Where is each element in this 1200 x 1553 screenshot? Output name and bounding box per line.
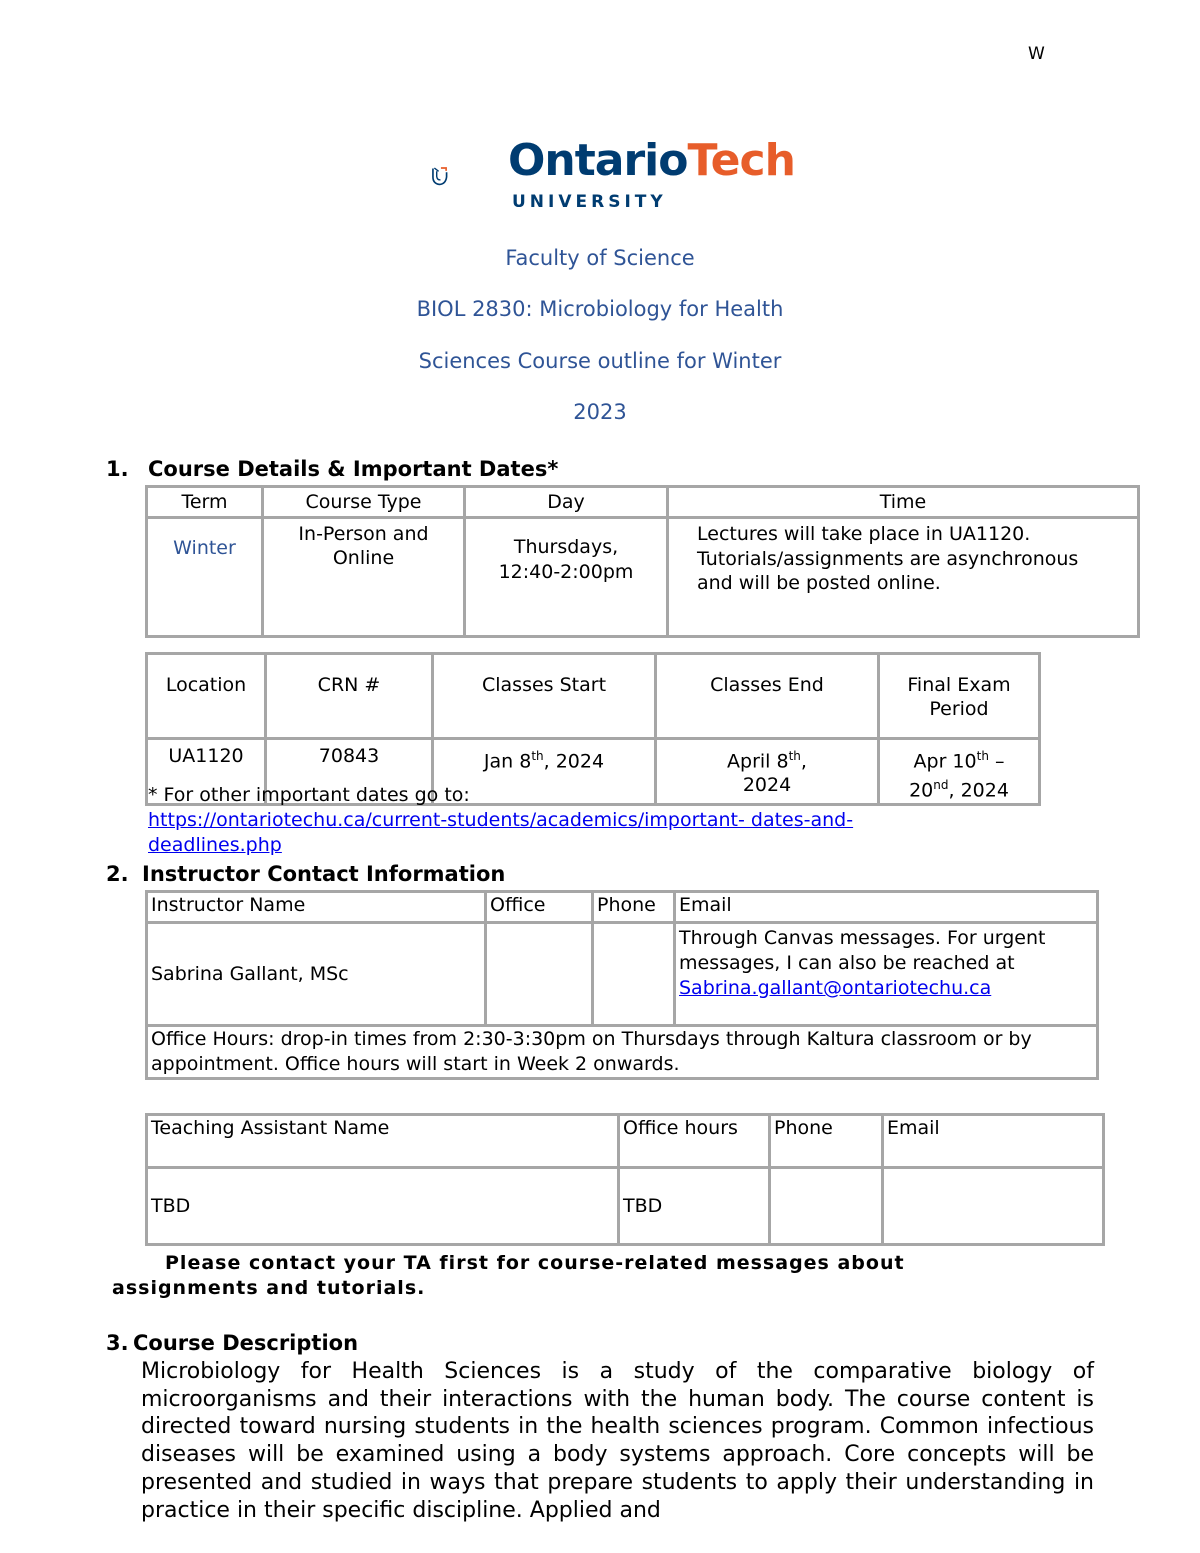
course-details-table [145,485,1140,638]
faculty-title: Faculty of Science [505,246,695,270]
col-time: Time [668,487,1139,518]
section1-number: 1. [106,457,129,481]
ta-table [145,1113,1105,1246]
course-title-line2: Sciences Course outline for Winter [418,349,782,373]
ta-name-value: TBD [147,1168,619,1245]
section2-number: 2. [106,862,129,886]
ta-office-hours-value: TBD [619,1168,770,1245]
instructor-email-cell [675,923,1098,1026]
col-ta-phone: Phone [770,1115,883,1168]
important-dates-link[interactable]: https://ontariotechu.ca/current-students/academics/important- dates-and-deadlines.php [148,809,854,856]
course-type-value: In-Person and Online [263,518,465,637]
col-email: Email [675,892,1098,923]
col-classes-start: Classes Start [433,654,656,739]
col-crn: CRN # [266,654,433,739]
time-value: Lectures will take place in UA1120. Tutorials/assignments are asynchronous and will be posted online. [668,518,1139,637]
col-phone: Phone [593,892,675,923]
col-ta-email: Email [883,1115,1104,1168]
col-course-type: Course Type [263,487,465,518]
section3-number: 3. [106,1331,129,1355]
col-ta-name: Teaching Assistant Name [147,1115,619,1168]
col-day: Day [465,487,668,518]
ta-note-line1: Please contact your TA first for course-related messages about [165,1252,905,1274]
classes-end-value: April 8th, 2024 [656,739,879,805]
col-ta-office-hours: Office hours [619,1115,770,1168]
classes-start-value: Jan 8th, 2024 [433,739,656,805]
term-value: Winter [147,518,263,637]
section3-heading: Course Description [133,1331,359,1355]
final-exam-value: Apr 10th – 20nd, 2024 [879,739,1040,805]
instructor-table [145,890,1099,1080]
location-value: UA1120 [147,739,266,805]
section1-heading: Course Details & Important Dates* [148,457,559,481]
course-year: 2023 [573,400,627,424]
logo-subtitle: UNIVERSITY [512,192,667,212]
col-location: Location [147,654,266,739]
ta-note-line2: assignments and tutorials. [112,1277,426,1299]
ta-email-value [883,1168,1104,1245]
instructor-email-text: Through Canvas messages. For urgent messages, I can also be reached at [679,927,1046,974]
course-description: Microbiology for Health Sciences is a study of the comparative biology of microorganisms and their interactions with the human body. The course content is directed toward nursing students in the health sciences program. Common infectious diseases will be examined using a body systems approach. Core concepts will be presented and studied in ways that prepare students to apply their understanding in practice in their specific discipline. Applied and [141,1359,1094,1523]
logo-wordmark: OntarioTech [508,135,795,186]
day-value: Thursdays, 12:40-2:00pm [465,518,668,637]
ta-phone-value [770,1168,883,1245]
instructor-name-value: Sabrina Gallant, MSc [147,923,486,1026]
crn-value: 70843 [266,739,433,805]
instructor-email-link[interactable]: Sabrina.gallant@ontariotechu.ca [679,977,992,999]
course-title-line1: BIOL 2830: Microbiology for Health [416,297,784,321]
col-office: Office [486,892,593,923]
section2-heading: Instructor Contact Information [142,862,506,886]
col-classes-end: Classes End [656,654,879,739]
instructor-phone-value [593,923,675,1026]
col-instructor-name: Instructor Name [147,892,486,923]
col-final-exam: Final Exam Period [879,654,1040,739]
col-term: Term [147,487,263,518]
header-corner-mark: W [1028,44,1045,64]
ontario-tech-logo-icon [432,136,512,216]
instructor-office-value [486,923,593,1026]
office-hours-text: Office Hours: drop-in times from 2:30-3:30pm on Thursdays through Kaltura classroom or by appointment. Office hours will start in Week 2 onwards. [147,1026,1098,1079]
important-dates-note: * For other important dates go to: [148,784,470,806]
